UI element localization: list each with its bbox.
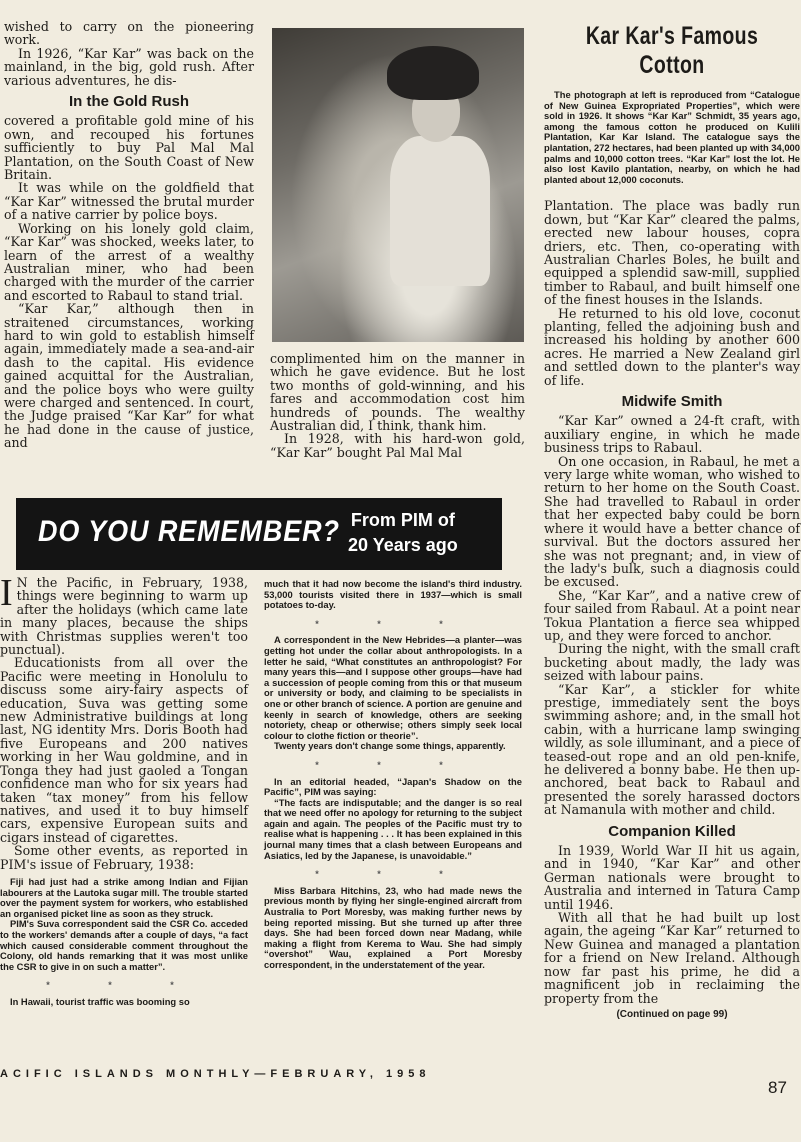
remember-left-item-2: PIM's Suva correspondent said the CSR Co. acceded to the workers' demands after a couple of days, “a fact which caused considerable comment throughout the Colony, old hands remarking that it was most unlike the CSR to give in on such a matter”. <box>0 918 248 972</box>
remember-right-item-3: Twenty years don't change some things, apparently. <box>274 740 506 752</box>
banner-title: DO YOU REMEMBER? <box>38 515 340 548</box>
col3-para-5: She, “Kar Kar”, and a native crew of four sailed from Rabaul. At a point near Tokua Plantation a fierce sea whipped up, and they were forced to anchor. <box>544 587 800 643</box>
col1-para-3: It was while on the goldfield that “Kar Kar” witnessed the brutal murder of a native carrier by police boys. <box>4 180 254 223</box>
footer-masthead: ACIFIC ISLANDS MONTHLY—FEBRUARY, 1958 <box>0 1068 431 1080</box>
photo-figure-hat <box>387 46 479 100</box>
col1-para-2: covered a profitable gold mine of his own, and recouped his fortunes sufficiently to buy Pal Mal Mal Plantation, on the South Coast of New Britain. <box>4 113 254 183</box>
subheading-midwife-smith: Midwife Smith <box>621 393 723 411</box>
banner-subtitle-line-2: 20 Years ago <box>348 535 458 555</box>
col3-para-7: “Kar Kar”, a stickler for white prestige, immediately sent the boys swimming ashore; and, in the small hot cabin, with a hurricane lamp swinging wildly, as sole illuminant, and a piece of teased-out rope and an old pen-knife, he delivered a bonny babe. He then up-anchored, beat back to Rabaul and presented the sorely harassed doctors at Namanula with mother and child. <box>544 681 800 818</box>
col3-para-2: He returned to his old love, coconut planting, felled the adjoining bush and increased his holding by another 600 acres. He married a New Zealand girl and settled down to the planter's way of life. <box>544 305 800 388</box>
remember-right-item-2: A correspondent in the New Hebrides—a planter—was getting hot under the collar about anthropologists. In a letter he said, “What constitutes an anthropologist? For many years this—and I suppose other groups—have had a succession of people coming from this or that museum or university or body, and claiming to be specialists in one or other branch of science. A portion are genuine and keenly in search of knowledge, others are seeking notoriety, cheap or otherwise; others simply seek local colour to clothe fiction or theorie”. <box>264 634 522 741</box>
remember-right-item-6: Miss Barbara Hitchins, 23, who had made news the previous month by flying her single-engined aircraft from Australia to Port Moresby, was making further news by being reported missing. But she turned up after three days. She had been forced down near Madang, while making a flight from Kerema to Wau. She had simply “overshot” Wau, explained a Port Moresby correspondent, in the understatement of the year. <box>264 884 522 970</box>
remember-right-item-4: In an editorial headed, “Japan's Shadow on the Pacific”, PIM was saying: <box>264 775 522 798</box>
column-1 <box>4 20 254 450</box>
remember-left-para-2: Educationists from all over the Pacific were meeting in Honolulu to discuss some airy-fairy aspects of education, Suva was getting some new Administrative buildings at long last, NG identity Mrs. Doris Booth had five Europeans and 200 natives working in her Wau goldmine, and in Tonga they had just gaoled a Tongan confidence man who for six years had taken “tax money” from his fellow natives, and used it to buy himself cars, expensive European suits and cigars instead of cigarettes. <box>0 655 248 845</box>
article-title: Kar Kar's Famous Cotton <box>585 22 759 79</box>
remember-right-item-5: “The facts are indisputable; and the danger is so real that we need offer no apology for returning to the subject again and again. The peoples of the Pacific must try to realise what is happening . . . It has been explained in this journal many times that a clash between Europeans and Asiatics, led by the Japanese, is unavoidable.” <box>264 796 522 861</box>
separator-stars: * * * <box>46 980 202 991</box>
page-number: 87 <box>768 1078 787 1097</box>
remember-right-column <box>264 579 522 971</box>
col1-para-1: In 1926, “Kar Kar” was back on the mainland, in the big, gold rush. After various adventures, he dis- <box>4 45 254 88</box>
col3-para-4: On one occasion, in Rabaul, he met a very large white woman, who wished to return to her home on the South Coast. She had travelled to Rabaul in order that her expected baby could be born where it would have a better chance of survival. But the doctors assured her she was not pregnant; and, in view of the lady's bulk, such a diagnosis could be excused. <box>544 453 800 590</box>
col2-para-2: In 1928, with his hard-won gold, “Kar Kar” bought Pal Mal Mal <box>270 431 525 460</box>
remember-left-para-3: Some other events, as reported in PIM's issue of February, 1938: <box>0 843 248 872</box>
subheading-gold-rush: In the Gold Rush <box>69 93 189 111</box>
drop-cap: I <box>0 572 13 614</box>
col3-para-6: During the night, with the small craft bucketing about madly, the lady was seized with labour pains. <box>544 641 800 684</box>
banner-subtitle-line-1: From PIM of <box>350 510 455 530</box>
column-3 <box>544 22 800 1020</box>
col2-para-1: complimented him on the manner in which he gave evidence. But he lost two months of gold-winning, and his fares and accommodation cost him hundreds of pounds. The wealthy Australian did, I think, thank him. <box>270 351 525 434</box>
col3-para-3: “Kar Kar” owned a 24-ft craft, with auxiliary engine, in which he made business trips to Rabaul. <box>544 413 800 456</box>
do-you-remember-banner <box>16 498 502 570</box>
col3-para-8: In 1939, World War II hit us again, and in 1940, “Kar Kar” and other German nationals were brought to Australia and interned in Tatura Camp until 1946. <box>544 843 800 912</box>
col3-para-1: Plantation. The place was badly run down, but “Kar Kar” cleared the palms, erected new labour houses, copra driers, etc. Then, co-operating with Australian Charles Boles, he built and equipped a splendid saw-mill, supplied timber to Rabaul, and built himself one of the finest houses in the Islands. <box>544 198 800 308</box>
remember-left-para-1-text: N the Pacific, in February, 1938, things were beginning to warm up after the holidays (which came late in many places, because the ships with Christmas supplies weren't too punctual). <box>0 575 248 658</box>
col3-para-9: With all that he had built up lost again, the ageing “Kar Kar” returned to New Guinea and managed a plantation for a friend on New Ireland. Although now far past his prime, he did a magnificent job in reclaiming the property from the <box>544 910 800 1006</box>
caption-text: The photograph at left is reproduced from “Catalogue of New Guinea Expropriated Properties”, which were sold in 1926. It shows “Kar Kar” Schmidt, 35 years ago, among the famous cotton he produced on Kulili Plantation, Kar Kar Island. The catalogue says the plantation, 272 hectares, had been planted up with 34,000 palms and 10,000 cotton trees. “Kar Kar” lost the lot. He also lost Kavilo plantation, nearby, on which he had planted about 12,000 coconuts. <box>544 89 800 185</box>
separator-stars: * * * <box>315 759 471 770</box>
remember-left-items <box>0 877 248 1008</box>
remember-left-column <box>0 572 248 1007</box>
kar-kar-photo <box>272 28 524 342</box>
separator-stars: * * * <box>315 618 471 629</box>
col1-para-4: Working on his lonely gold claim, “Kar Kar” was shocked, weeks later, to learn of the arrest of a wealthy Australian miner, who had been charged with the murder of the carrier and escorted to Rabaul to stand trial. <box>4 220 254 303</box>
remember-left-item-3: In Hawaii, tourist traffic was booming so <box>10 995 190 1007</box>
remember-left-para-1 <box>0 572 248 658</box>
subheading-companion-killed: Companion Killed <box>608 822 736 840</box>
separator-stars: * * * <box>315 869 471 880</box>
column-2 <box>270 352 525 459</box>
col1-para-5: “Kar Kar,” although then in straitened circumstances, working hard to win gold to establish himself again, immediately made a sea-and-air dash to the capital. His evidence gained acquittal for the Australian, and the police boys who were guilty were charged and sentenced. In court, the Judge praised “Kar Kar” for what he had done in the cause of justice, and <box>4 301 254 451</box>
photo-figure-body <box>390 136 490 286</box>
remember-left-body <box>0 572 248 872</box>
photo-caption <box>544 90 800 185</box>
continued-note: (Continued on page 99) <box>616 1008 728 1020</box>
remember-left-item-1: Fiji had just had a strike among Indian and Fijian labourers at the Lautoka sugar mill. The trouble started over the payment system for workers, who established an organised picket line as soon as they struck. <box>0 875 248 919</box>
banner-subtitle <box>348 508 458 558</box>
col3-body <box>544 199 800 1005</box>
col1-intro: wished to carry on the pioneering work. <box>4 19 254 48</box>
remember-right-item-1: much that it had now become the island's third industry. 53,000 tourists visited there in 1937—which is small potatoes to-day. <box>264 578 522 611</box>
